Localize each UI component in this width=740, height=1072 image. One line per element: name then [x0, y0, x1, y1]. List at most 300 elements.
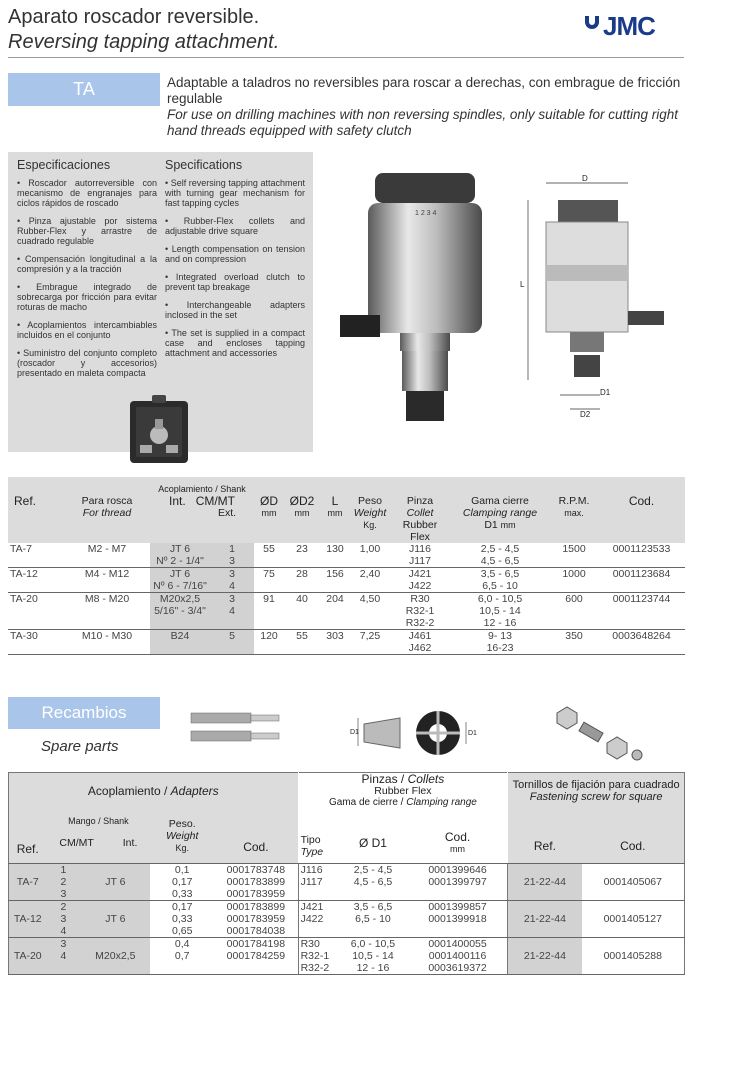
- spares-collets-title: [298, 773, 508, 810]
- spares-row: [9, 950, 685, 962]
- spares-cell: 3: [46, 913, 80, 925]
- spares-cell: [408, 888, 508, 901]
- table-row: [8, 593, 685, 606]
- spares-collets-line: [301, 773, 506, 785]
- spares-row: [9, 937, 685, 950]
- spares-cell: 0001783959: [214, 913, 298, 925]
- spares-row: [9, 863, 685, 876]
- table-cell: [150, 617, 210, 630]
- table-cell: [350, 555, 390, 568]
- spares-cell: 0,17: [171, 875, 193, 888]
- col-cod: Cod.: [598, 477, 685, 543]
- col-kg: Kg.: [363, 520, 377, 530]
- dim-l-label: L: [520, 280, 525, 289]
- table-cell: 5: [210, 630, 254, 643]
- spares-row: [9, 888, 685, 901]
- spares-cell: [582, 937, 685, 950]
- spares-cell: 6,5 - 10: [355, 912, 391, 925]
- spares-cell: [9, 900, 47, 913]
- spares-cell: 2: [46, 876, 80, 888]
- spares-cell: [582, 863, 685, 876]
- header-divider: [8, 57, 684, 58]
- table-row: [8, 580, 685, 593]
- table-cell: [320, 605, 350, 617]
- spares-col-ref2: Ref.: [508, 809, 582, 863]
- table-cell: 3: [210, 593, 254, 606]
- table-cell: [254, 617, 284, 630]
- col-l-unit: mm: [327, 508, 343, 518]
- dim-d1-label: D1: [600, 388, 611, 397]
- table-row: [8, 605, 685, 617]
- spares-cell: TA-7: [9, 876, 47, 888]
- spares-cell: [214, 962, 298, 975]
- table-cell: 4: [210, 580, 254, 593]
- table-cell: [550, 642, 598, 655]
- spares-cell: [150, 962, 214, 975]
- collet-image: [350, 708, 480, 758]
- table-cell: 2,40: [359, 568, 381, 580]
- spec-en-item: • Self reversing tapping attachment with turning gear mechanism for fast tapping cycles: [165, 178, 305, 208]
- spec-en-item: • Length compensation on tension and on compression: [165, 244, 305, 264]
- spares-cell: 0,1: [174, 863, 190, 876]
- spares-cell: [338, 888, 408, 901]
- col-d-label: ØD: [260, 494, 278, 508]
- spares-mango: Mango / Shank: [68, 816, 129, 826]
- table-row: [8, 630, 685, 643]
- table-cell: TA-7: [10, 543, 32, 555]
- table-cell: [210, 617, 254, 630]
- spares-cell: 0001399918: [408, 913, 508, 925]
- col-weight-en: Weight: [353, 507, 387, 519]
- table-row: [8, 555, 685, 568]
- spares-cell: [582, 925, 685, 938]
- spec-es-item: • Compensación longitudinal a la compresión y a la tracción: [17, 254, 157, 274]
- carry-case-image: [128, 393, 190, 465]
- table-cell: [350, 580, 390, 593]
- table-cell: J461: [408, 630, 432, 642]
- spares-cell: J422: [300, 912, 324, 925]
- table-cell: 600: [565, 593, 583, 605]
- table-cell: [598, 580, 685, 593]
- table-cell: [254, 642, 284, 655]
- table-cell: 12 - 16: [450, 617, 550, 630]
- spec-en-item: • Rubber-Flex collets and adjustable drive square: [165, 216, 305, 236]
- table-cell: 1000: [562, 568, 586, 580]
- table-cell: JT 6: [150, 568, 210, 581]
- spares-cell: [582, 962, 685, 975]
- spares-table: [8, 772, 685, 975]
- spares-cell: 0001399797: [408, 876, 508, 888]
- table-cell: [350, 642, 390, 655]
- table-cell: 6,5 - 10: [450, 580, 550, 593]
- table-cell: R30: [410, 593, 430, 605]
- spares-cell: [338, 925, 408, 938]
- col-thread-en: For thread: [82, 507, 132, 519]
- table-cell: 0001123744: [612, 593, 671, 605]
- svg-text:1 2 3 4: 1 2 3 4: [415, 210, 437, 217]
- spares-cell: [298, 888, 338, 901]
- col-pinza: Pinza: [406, 495, 434, 507]
- spares-col-shank: [46, 809, 150, 863]
- spares-cell: 4: [46, 925, 80, 938]
- table-cell: 4: [210, 605, 254, 617]
- table-cell: M4 - M12: [84, 568, 130, 580]
- spares-cell: 0001783899: [214, 876, 298, 888]
- table-cell: [8, 617, 64, 630]
- spares-cell: 0001784259: [214, 950, 298, 962]
- collet-d1-label-right: D1: [468, 730, 477, 737]
- table-cell: J421: [408, 568, 432, 580]
- spares-cell: 0,4: [174, 937, 190, 950]
- spares-cell: 12 - 16: [338, 962, 408, 975]
- spares-cell: [298, 925, 338, 938]
- table-cell: [320, 580, 350, 593]
- table-cell: Nº 2 - 1/4": [150, 555, 210, 568]
- col-collet: [390, 477, 450, 543]
- table-cell: 75: [263, 568, 275, 580]
- table-cell: [550, 605, 598, 617]
- spares-cell: 3,5 - 6,5: [353, 900, 393, 913]
- spares-row: [9, 876, 685, 888]
- spares-row: [9, 925, 685, 938]
- col-shank: [150, 477, 254, 543]
- table-cell: [8, 642, 64, 655]
- spares-collets-en: Collets: [407, 772, 445, 786]
- spares-adapters-title: [9, 773, 299, 810]
- col-collet-en: Collet: [406, 507, 434, 519]
- table-cell: [284, 605, 320, 617]
- spares-rubber: Rubber Flex: [374, 785, 432, 797]
- table-cell: 9- 13: [488, 630, 512, 642]
- table-cell: [64, 605, 150, 617]
- spares-cell: [9, 888, 47, 901]
- spares-collets-es: Pinzas /: [361, 772, 405, 786]
- table-cell: [598, 642, 685, 655]
- spares-screw-en: Fastening screw for square: [529, 791, 663, 803]
- table-cell: TA-12: [10, 568, 38, 580]
- table-cell: [550, 580, 598, 593]
- spares-tag: Recambios: [8, 697, 160, 729]
- spares-cell: [582, 900, 685, 913]
- table-cell: R32-2: [390, 617, 450, 630]
- spares-cell: 4: [46, 950, 80, 962]
- spares-cell: 21-22-44: [508, 913, 582, 925]
- table-cell: [64, 617, 150, 630]
- table-cell: J117: [390, 555, 450, 568]
- spares-cell: R32-1: [300, 949, 330, 962]
- spares-cell: 0,17: [171, 900, 193, 913]
- table-cell: [284, 617, 320, 630]
- table-cell: R32-1: [405, 605, 435, 617]
- table-cell: [8, 605, 64, 617]
- table-row: [8, 617, 685, 630]
- table-cell: 1,00: [359, 543, 381, 555]
- spares-row: [9, 900, 685, 913]
- spares-cell: 0001405067: [603, 875, 662, 888]
- spares-adapters-en: Adapters: [170, 784, 219, 798]
- table-cell: 0001123684: [612, 568, 671, 580]
- spares-cell: 10,5 - 14: [352, 949, 394, 962]
- spares-cell: J117: [300, 875, 323, 888]
- table-cell: [8, 580, 64, 593]
- spares-col-type: [298, 809, 338, 863]
- col-int-cmmt: [152, 495, 252, 507]
- logo-mark-icon: [585, 16, 599, 30]
- specs-es-column: [17, 160, 157, 386]
- col-shank-title: Acoplamiento / Shank: [158, 484, 246, 494]
- table-cell: TA-20: [10, 593, 38, 605]
- spares-screw-es: Tornillos de fijación para cuadrado: [512, 779, 680, 791]
- col-rpm-max: max.: [564, 508, 584, 518]
- spares-cell: R30: [300, 937, 320, 950]
- table-cell: 40: [296, 593, 308, 605]
- table-cell: 55: [263, 543, 275, 555]
- col-peso: Peso: [358, 495, 382, 507]
- spares-cell: 0001783748: [214, 863, 298, 876]
- collet-d1-label: D1: [350, 729, 359, 736]
- table-row: [8, 543, 685, 555]
- table-cell: [284, 580, 320, 593]
- spares-cell: [508, 937, 582, 950]
- spares-cell: 0001400116: [408, 950, 508, 962]
- table-cell: 23: [296, 543, 308, 555]
- spares-cell: 0001784198: [214, 937, 298, 950]
- spares-cell: [508, 900, 582, 913]
- col-rpm-label: R.P.M.: [558, 495, 590, 507]
- dim-d2-label: D2: [580, 410, 591, 419]
- spares-cell: 0001405127: [603, 912, 662, 925]
- spares-cell: [582, 888, 685, 901]
- spares-screw-title: [508, 773, 685, 810]
- col-cmmt: CM/MT: [195, 494, 236, 508]
- spares-cell: [408, 925, 508, 938]
- spares-cell: 2,5 - 4,5: [353, 863, 393, 876]
- table-cell: 4,50: [359, 593, 381, 605]
- spares-gama: [301, 797, 506, 809]
- table-cell: 204: [326, 593, 344, 605]
- spares-row: [9, 962, 685, 975]
- table-cell: [284, 642, 320, 655]
- spares-gama-en: Clamping range: [406, 797, 477, 808]
- spec-es-item: • Acoplamientos intercambiables incluidos en el conjunto: [17, 320, 157, 340]
- table-cell: [350, 605, 390, 617]
- col-int: Int.: [168, 494, 186, 508]
- table-cell: 6,0 - 10,5: [477, 593, 523, 605]
- spares-col-cod-mm: [408, 809, 508, 863]
- table-cell: [350, 617, 390, 630]
- fastening-screws-image: [552, 703, 647, 765]
- table-cell: [254, 555, 284, 568]
- table-cell: M10 - M30: [81, 630, 133, 642]
- main-spec-table: [8, 477, 685, 655]
- spares-col-cod2: Cod.: [582, 809, 685, 863]
- spares-adapters-es: Acoplamiento /: [87, 784, 168, 798]
- table-cell: 28: [296, 568, 308, 580]
- table-cell: [598, 617, 685, 630]
- col-d1: [452, 519, 548, 531]
- table-cell: TA-30: [10, 630, 38, 642]
- spares-cell: 0001405288: [603, 949, 662, 962]
- table-cell: JT 6: [150, 543, 210, 555]
- col-weight: [350, 477, 390, 543]
- spares-cell: [80, 937, 150, 950]
- table-cell: [254, 605, 284, 617]
- col-thread-es: Para rosca: [81, 495, 133, 507]
- col-d2-label: ØD2: [289, 494, 315, 508]
- col-ext: Ext.: [217, 507, 237, 519]
- spares-cell: [80, 888, 150, 901]
- spares-kg: Kg.: [175, 842, 189, 853]
- table-cell: [550, 555, 598, 568]
- col-d1-unit: mm: [500, 520, 516, 530]
- spares-col-cmmt-int: [48, 827, 148, 849]
- col-d1-label: D1: [484, 519, 498, 531]
- spares-type: Type: [300, 845, 324, 858]
- spares-cell: M20x2,5: [80, 950, 150, 962]
- table-cell: [64, 555, 150, 568]
- table-cell: 5/16" - 3/4": [150, 605, 210, 617]
- jmc-logo: [585, 11, 680, 41]
- table-cell: [320, 642, 350, 655]
- table-cell: [64, 580, 150, 593]
- table-cell: [320, 617, 350, 630]
- table-cell: 7,25: [359, 630, 381, 642]
- table-cell: 350: [565, 630, 583, 642]
- table-row: [8, 642, 685, 655]
- title-es: Aparato roscador reversible.: [8, 6, 260, 28]
- spares-col-d1: Ø D1: [338, 809, 408, 863]
- spares-cell: 0001784038: [214, 925, 298, 938]
- spares-row: [9, 913, 685, 925]
- spares-cell: J421: [300, 900, 324, 913]
- col-clamp-en: Clamping range: [462, 507, 538, 519]
- spares-col-cmmt: CM/MT: [59, 837, 94, 849]
- table-cell: 3: [210, 568, 254, 581]
- spares-cell: J116: [300, 863, 323, 876]
- col-l-label: L: [331, 494, 339, 508]
- spares-cell: 1: [46, 863, 80, 876]
- spares-cell: [9, 925, 47, 938]
- spares-subtitle: Spare parts: [41, 738, 119, 755]
- col-thread: [64, 477, 150, 543]
- col-clamp: [450, 477, 550, 543]
- spec-es-item: • Pinza ajustable por sistema Rubber-Flex y arrastre de cuadrado regulable: [17, 216, 157, 246]
- table-cell: [254, 580, 284, 593]
- table-cell: M2 - M7: [87, 543, 127, 555]
- col-rubber: Rubber Flex: [402, 519, 438, 543]
- dimension-drawing: [520, 175, 695, 420]
- spares-header-row-2: [9, 809, 685, 863]
- dim-d-label: D: [582, 175, 588, 183]
- spec-es-item: • Suministro del conjunto completo (roscador y accesorios) presentado en maleta compacta: [17, 348, 157, 378]
- table-cell: J116: [409, 543, 431, 555]
- spec-es-item: • Embrague integrado de sobrecarga por fricción para evitar roturas de macho: [17, 282, 157, 312]
- spares-cell: 0001783899: [214, 900, 298, 913]
- col-rpm: [550, 477, 598, 543]
- table-cell: 156: [326, 568, 344, 580]
- spares-cell: [9, 937, 47, 950]
- adapter-shanks-image: [186, 707, 281, 747]
- spares-cell: [9, 863, 47, 876]
- spares-cell: 0001783959: [214, 888, 298, 901]
- specs-es-title: Especificaciones: [17, 158, 111, 172]
- table-row: [8, 568, 685, 581]
- spares-weight: Weight: [165, 829, 199, 842]
- col-ref: Ref.: [8, 477, 64, 543]
- table-cell: [150, 642, 210, 655]
- title-en: Reversing tapping attachment.: [8, 31, 280, 53]
- table-cell: [284, 555, 320, 568]
- table-cell: Nº 6 - 7/16": [150, 580, 210, 593]
- spares-cell: TA-12: [9, 913, 47, 925]
- table-cell: 303: [326, 630, 344, 642]
- table-cell: [8, 555, 64, 568]
- col-d: [254, 477, 284, 543]
- spares-cell: JT 6: [80, 913, 150, 925]
- spares-cell: 0,65: [150, 925, 214, 938]
- spares-tipo: Tipo: [300, 833, 321, 846]
- spares-peso: Peso.: [168, 817, 196, 830]
- logo-text: JMC: [603, 11, 655, 41]
- spec-es-item: • Roscador autorreversible con mecanismo de engranajes para ciclos rápidos de roscado: [17, 178, 157, 208]
- col-d2-unit: mm: [294, 508, 310, 518]
- spares-col-ref: Ref.: [9, 809, 47, 863]
- spares-gama-es: Gama de cierre /: [328, 797, 404, 808]
- table-cell: 0003648264: [612, 630, 671, 642]
- spares-cell: 0,7: [174, 949, 190, 962]
- table-cell: [550, 617, 598, 630]
- table-cell: [320, 555, 350, 568]
- spares-cell: 21-22-44: [508, 950, 582, 962]
- table-cell: [64, 642, 150, 655]
- spares-col-weight: [150, 809, 214, 863]
- spares-cell: [80, 863, 150, 876]
- table-cell: 55: [296, 630, 308, 642]
- table-cell: M8 - M20: [84, 593, 130, 605]
- specs-en-title: Specifications: [165, 158, 243, 172]
- table-cell: 16-23: [450, 642, 550, 655]
- table-cell: 3: [210, 555, 254, 568]
- spares-cell: [9, 962, 47, 975]
- spares-col-mm: mm: [450, 843, 466, 854]
- spares-col-cod-label: Cod.: [444, 829, 471, 844]
- spares-cell: 0001399646: [408, 863, 508, 876]
- spares-cell: 21-22-44: [508, 876, 582, 888]
- description-es: Adaptable a taladros no reversibles para roscar a derechas, con embrague de fricción regulable: [167, 75, 681, 106]
- table-cell: B24: [150, 630, 210, 643]
- table-cell: J422: [390, 580, 450, 593]
- table-cell: J462: [390, 642, 450, 655]
- spares-cell: 0001399857: [408, 900, 508, 913]
- spares-cell: 0,33: [171, 912, 193, 925]
- spec-en-item: • Interchangeable adapters inclosed in the set: [165, 300, 305, 320]
- description-en: For use on drilling machines with non reversing spindles, only suitable for cutting right hand threads equipped with safety clutch: [167, 107, 679, 138]
- col-l: [320, 477, 350, 543]
- spares-cell: [508, 962, 582, 975]
- spares-cell: 3: [46, 937, 80, 950]
- table-cell: 91: [263, 593, 275, 605]
- table-cell: 2,5 - 4,5: [480, 543, 520, 555]
- col-d-unit: mm: [261, 508, 277, 518]
- spares-cell: 0,33: [150, 888, 214, 901]
- spares-cell: [508, 863, 582, 876]
- spares-cell: [508, 925, 582, 938]
- table-cell: 1: [210, 543, 254, 555]
- spares-col-cod: Cod.: [214, 809, 298, 863]
- spares-header-row-1: [9, 773, 685, 810]
- table-cell: 1500: [562, 543, 586, 555]
- spares-cell: [80, 900, 150, 913]
